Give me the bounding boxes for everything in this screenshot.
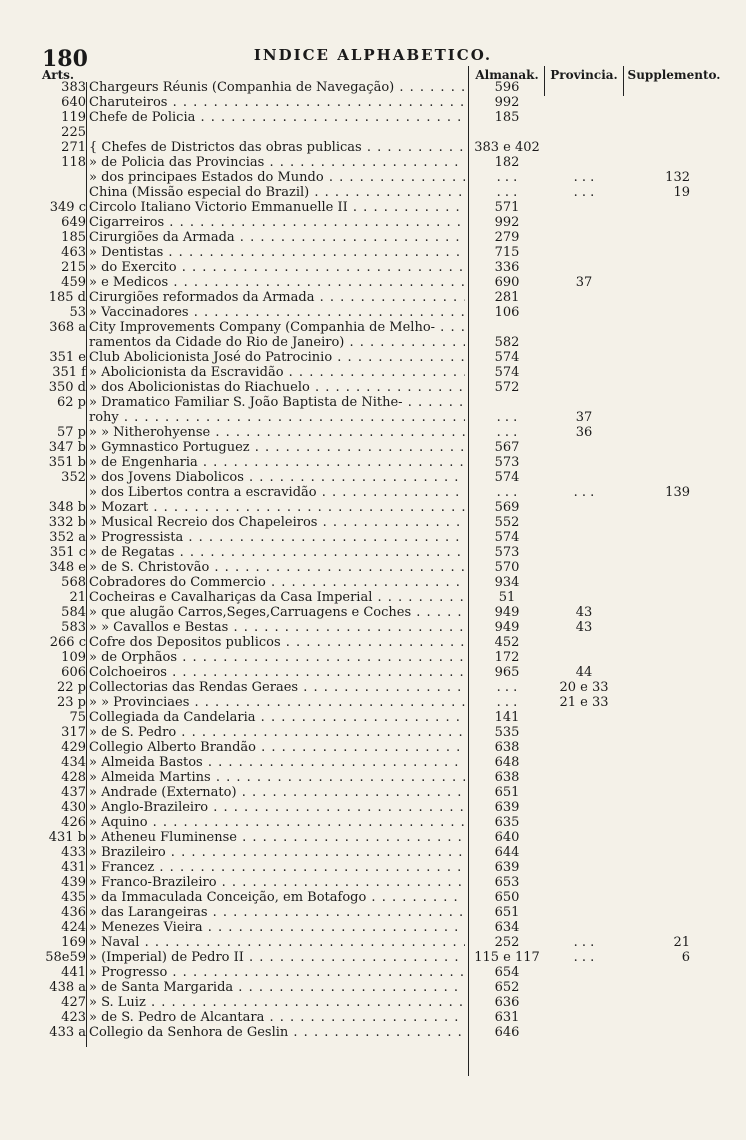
article-number: 351 e: [49, 350, 86, 365]
provincia-page: 21 e 33: [559, 695, 609, 710]
entry-text: » dos Libertos contra a escravidão . . .: [89, 485, 465, 500]
article-number: 75: [69, 710, 86, 725]
index-row: [0, 185, 746, 200]
almanak-page: 638: [494, 740, 520, 755]
entry-text: Cigarreiros . . .: [89, 215, 465, 230]
almanak-page: 992: [494, 95, 520, 110]
entry-text: Circolo Italiano Victorio Emmanuelle II . . .: [89, 200, 465, 215]
almanak-page: 383 e 402: [474, 140, 540, 155]
index-row: [0, 500, 746, 515]
index-row: [0, 815, 746, 830]
index-row: [0, 305, 746, 320]
almanak-page: 574: [494, 350, 520, 365]
provincia-page: 37: [575, 275, 593, 290]
index-row: [0, 770, 746, 785]
index-row: [0, 575, 746, 590]
index-row: [0, 335, 746, 350]
entry-text: » Menezes Vieira . . .: [89, 920, 465, 935]
almanak-page: 690: [494, 275, 520, 290]
index-row: [0, 155, 746, 170]
index-row: [0, 650, 746, 665]
entry-text: » e Medicos . . .: [89, 275, 465, 290]
index-row: [0, 515, 746, 530]
index-row: [0, 905, 746, 920]
index-row: [0, 200, 746, 215]
entry-text: Chefe de Policia . . .: [89, 110, 465, 125]
running-title: INDICE ALPHABETICO.: [253, 46, 493, 64]
almanak-page: 640: [494, 830, 520, 845]
almanak-page: 106: [494, 305, 520, 320]
almanak-page: . . .: [496, 185, 518, 200]
almanak-page: 570: [494, 560, 520, 575]
almanak-page: 965: [494, 665, 520, 680]
index-row: [0, 380, 746, 395]
entry-text: Collectorias das Rendas Geraes . . .: [89, 680, 465, 695]
index-row: [0, 695, 746, 710]
entry-text: » Dramatico Familiar S. João Baptista de Nithe- . . .: [89, 395, 465, 410]
entry-text: » Musical Recreio dos Chapeleiros . . .: [89, 515, 465, 530]
entry-text: Cobradores do Commercio . . .: [89, 575, 465, 590]
entry-text: » de Regatas . . .: [89, 545, 465, 560]
entry-text: » Gymnastico Portuguez . . .: [89, 440, 465, 455]
article-number: 351 f: [52, 365, 86, 380]
index-row: [0, 215, 746, 230]
provincia-page: 37: [575, 410, 593, 425]
entry-text: China (Missão especial do Brazil) . . .: [89, 185, 465, 200]
entry-text: » de Policia das Provincias . . .: [89, 155, 465, 170]
entry-text: Charuteiros . . .: [89, 95, 465, 110]
index-row: [0, 365, 746, 380]
entry-text: » de Engenharia . . .: [89, 455, 465, 470]
almanak-page: 573: [494, 455, 520, 470]
article-number: 119: [61, 110, 86, 125]
entry-text: » dos Jovens Diabolicos . . .: [89, 470, 465, 485]
almanak-page: . . .: [496, 170, 518, 185]
entry-text: » Andrade (Externato) . . .: [89, 785, 465, 800]
almanak-page: 634: [494, 920, 520, 935]
index-row: [0, 425, 746, 440]
index-row: [0, 665, 746, 680]
provincia-page: . . .: [573, 185, 595, 200]
article-number: 434: [61, 755, 86, 770]
index-row: [0, 395, 746, 410]
entry-text: » S. Luiz . . .: [89, 995, 465, 1010]
almanak-page: 535: [494, 725, 520, 740]
article-number: 433 a: [49, 1025, 86, 1040]
index-row: [0, 965, 746, 980]
entry-text: » Abolicionista da Escravidão . . .: [89, 365, 465, 380]
article-number: 437: [61, 785, 86, 800]
article-number: 348 e: [49, 560, 86, 575]
almanak-page: 571: [494, 200, 520, 215]
index-row: [0, 710, 746, 725]
entry-text: Colchoeiros . . .: [89, 665, 465, 680]
index-row: [0, 980, 746, 995]
almanak-page: 639: [494, 860, 520, 875]
entry-text: » de S. Pedro . . .: [89, 725, 465, 740]
article-number: 347 b: [48, 440, 86, 455]
entry-text: » Francez . . .: [89, 860, 465, 875]
provincia-page: 36: [575, 425, 593, 440]
article-number: 441: [61, 965, 86, 980]
article-number: 429: [61, 740, 86, 755]
almanak-page: . . .: [496, 425, 518, 440]
entry-text: » Mozart . . .: [89, 500, 465, 515]
index-row: [0, 890, 746, 905]
almanak-page: 252: [494, 935, 520, 950]
almanak-page: 185: [494, 110, 520, 125]
almanak-page: . . .: [496, 695, 518, 710]
page-number: 180: [42, 46, 88, 72]
provincia-page: . . .: [573, 935, 595, 950]
almanak-page: 651: [494, 905, 520, 920]
almanak-page: 949: [494, 605, 520, 620]
article-number: 21: [69, 590, 86, 605]
almanak-page: 279: [494, 230, 520, 245]
almanak-page: 567: [494, 440, 520, 455]
article-number: 435: [61, 890, 86, 905]
index-row: [0, 590, 746, 605]
almanak-page: 635: [494, 815, 520, 830]
entry-text: » do Exercito . . .: [89, 260, 465, 275]
entry-text: » Franco-Brazileiro . . .: [89, 875, 465, 890]
article-number: 436: [61, 905, 86, 920]
article-number: 348 b: [48, 500, 86, 515]
article-number: 583: [61, 620, 86, 635]
index-row: [0, 290, 746, 305]
entry-text: » » Cavallos e Bestas . . .: [89, 620, 465, 635]
article-number: 463: [61, 245, 86, 260]
index-row: [0, 545, 746, 560]
supplemento-page: 132: [665, 170, 690, 185]
entry-text: » de Orphãos . . .: [89, 650, 465, 665]
index-row: [0, 110, 746, 125]
entry-text: » Almeida Martins . . .: [89, 770, 465, 785]
article-number: 109: [61, 650, 86, 665]
almanak-page: 638: [494, 770, 520, 785]
index-row: [0, 875, 746, 890]
article-number: 584: [61, 605, 86, 620]
article-number: 427: [61, 995, 86, 1010]
entry-text: Collegio da Senhora de Geslin . . .: [89, 1025, 465, 1040]
index-row: [0, 440, 746, 455]
index-row: [0, 620, 746, 635]
entry-text: { Chefes de Districtos das obras publicas . . .: [89, 140, 465, 155]
almanak-page: 574: [494, 365, 520, 380]
article-number: 640: [61, 95, 86, 110]
provincia-page: . . .: [573, 950, 595, 965]
almanak-page: 182: [494, 155, 520, 170]
almanak-page: 572: [494, 380, 520, 395]
almanak-page: 573: [494, 545, 520, 560]
article-number: 568: [61, 575, 86, 590]
almanak-page: 336: [494, 260, 520, 275]
provincia-page: 43: [575, 620, 593, 635]
almanak-page: . . .: [496, 680, 518, 695]
index-row: [0, 785, 746, 800]
almanak-page: . . .: [496, 410, 518, 425]
index-row: [0, 935, 746, 950]
article-number: 62 p: [57, 395, 86, 410]
entry-text: » » Provinciaes . . .: [89, 695, 465, 710]
article-number: 439: [61, 875, 86, 890]
index-row: [0, 410, 746, 425]
index-row: [0, 125, 746, 140]
index-row: [0, 80, 746, 95]
column-header-supplemento: Supplemento.: [627, 68, 721, 82]
index-row: [0, 995, 746, 1010]
almanak-page: 934: [494, 575, 520, 590]
article-number: 22 p: [57, 680, 86, 695]
article-number: 431: [61, 860, 86, 875]
index-row: [0, 830, 746, 845]
almanak-page: 992: [494, 215, 520, 230]
article-number: 423: [61, 1010, 86, 1025]
entry-text: » Anglo-Brazileiro . . .: [89, 800, 465, 815]
index-row: [0, 755, 746, 770]
almanak-page: 596: [494, 80, 520, 95]
index-row: [0, 455, 746, 470]
almanak-page: 115 e 117: [474, 950, 540, 965]
article-number: 352 a: [49, 530, 86, 545]
entry-text: Cirurgiões da Armada . . .: [89, 230, 465, 245]
entry-text: rohy . . .: [89, 410, 465, 425]
article-number: 215: [61, 260, 86, 275]
entry-text: » de Santa Margarida . . .: [89, 980, 465, 995]
article-number: 271: [61, 140, 86, 155]
almanak-page: 452: [494, 635, 520, 650]
article-number: 350 d: [48, 380, 86, 395]
article-number: 185 d: [48, 290, 86, 305]
entry-text: » Almeida Bastos . . .: [89, 755, 465, 770]
article-number: 383: [61, 80, 86, 95]
entry-text: » » Nitherohyense . . .: [89, 425, 465, 440]
index-row: [0, 275, 746, 290]
column-header-provincia: Provincia.: [550, 68, 618, 82]
almanak-page: 51: [498, 590, 516, 605]
index-row: [0, 350, 746, 365]
index-row: [0, 1025, 746, 1040]
article-number: 426: [61, 815, 86, 830]
entry-text: ramentos da Cidade do Rio de Janeiro) . . .: [89, 335, 465, 350]
column-header-almanak: Almanak.: [475, 68, 539, 82]
entry-text: » Aquino . . .: [89, 815, 465, 830]
column-header-arts: Arts.: [42, 68, 75, 82]
index-row: [0, 485, 746, 500]
almanak-page: 648: [494, 755, 520, 770]
entry-text: » de S. Christovão . . .: [89, 560, 465, 575]
provincia-page: . . .: [573, 485, 595, 500]
article-number: 431 b: [48, 830, 86, 845]
almanak-page: 574: [494, 530, 520, 545]
entry-text: » Atheneu Fluminense . . .: [89, 830, 465, 845]
almanak-page: 281: [494, 290, 520, 305]
article-number: 351 b: [48, 455, 86, 470]
article-number: 459: [61, 275, 86, 290]
index-row: [0, 140, 746, 155]
supplemento-page: 21: [673, 935, 690, 950]
almanak-page: 639: [494, 800, 520, 815]
entry-text: City Improvements Company (Companhia de Melho- . . .: [89, 320, 465, 335]
index-row: [0, 680, 746, 695]
article-number: 606: [61, 665, 86, 680]
article-number: 185: [61, 230, 86, 245]
article-number: 351 c: [49, 545, 86, 560]
article-number: 368 a: [49, 320, 86, 335]
index-row: [0, 1010, 746, 1025]
entry-text: Chargeurs Réunis (Companhia de Navegação) . . .: [89, 80, 465, 95]
article-number: 438 a: [49, 980, 86, 995]
article-number: 433: [61, 845, 86, 860]
entry-text: » de S. Pedro de Alcantara . . .: [89, 1010, 465, 1025]
article-number: 430: [61, 800, 86, 815]
article-number: 169: [61, 935, 86, 950]
entry-text: Club Abolicionista José do Patrocinio . . .: [89, 350, 465, 365]
index-row: [0, 320, 746, 335]
entry-text: » (Imperial) de Pedro II . . .: [89, 950, 465, 965]
supplemento-page: 19: [673, 185, 690, 200]
almanak-page: 636: [494, 995, 520, 1010]
entry-text: » que alugão Carros,Seges,Carruagens e Coches . . .: [89, 605, 465, 620]
almanak-page: 574: [494, 470, 520, 485]
article-number: 53: [69, 305, 86, 320]
article-number: 428: [61, 770, 86, 785]
entry-text: » Dentistas . . .: [89, 245, 465, 260]
almanak-page: 172: [494, 650, 520, 665]
entry-text: Cocheiras e Cavalhariças da Casa Imperial . . .: [89, 590, 465, 605]
almanak-page: 644: [494, 845, 520, 860]
provincia-page: . . .: [573, 170, 595, 185]
index-row: [0, 860, 746, 875]
index-row: [0, 230, 746, 245]
entry-text: » Brazileiro . . .: [89, 845, 465, 860]
almanak-page: 949: [494, 620, 520, 635]
almanak-page: 631: [494, 1010, 520, 1025]
provincia-page: 44: [575, 665, 593, 680]
entry-text: » Progresso . . .: [89, 965, 465, 980]
index-row: [0, 260, 746, 275]
provincia-page: 43: [575, 605, 593, 620]
article-number: 332 b: [48, 515, 86, 530]
almanak-page: 651: [494, 785, 520, 800]
supplemento-page: 139: [665, 485, 690, 500]
index-row: [0, 605, 746, 620]
article-number: 118: [61, 155, 86, 170]
index-row: [0, 530, 746, 545]
almanak-page: 552: [494, 515, 520, 530]
index-row: [0, 95, 746, 110]
article-number: 23 p: [57, 695, 86, 710]
supplemento-page: 6: [681, 950, 690, 965]
index-row: [0, 800, 746, 815]
almanak-page: . . .: [496, 485, 518, 500]
index-row: [0, 920, 746, 935]
almanak-page: 650: [494, 890, 520, 905]
article-number: 424: [61, 920, 86, 935]
article-number: 266 c: [49, 635, 86, 650]
almanak-page: 652: [494, 980, 520, 995]
almanak-page: 141: [494, 710, 520, 725]
almanak-page: 582: [494, 335, 520, 350]
almanak-page: 715: [494, 245, 520, 260]
index-row: [0, 245, 746, 260]
almanak-page: 646: [494, 1025, 520, 1040]
index-row: [0, 560, 746, 575]
article-number: 317: [61, 725, 86, 740]
almanak-page: 653: [494, 875, 520, 890]
article-number: 352: [61, 470, 86, 485]
entry-text: » dos principaes Estados do Mundo . . .: [89, 170, 465, 185]
entry-text: » Vaccinadores . . .: [89, 305, 465, 320]
article-number: 57 p: [57, 425, 86, 440]
article-number: 58e59: [45, 950, 86, 965]
article-number: 225: [61, 125, 86, 140]
entry-text: » dos Abolicionistas do Riachuelo . . .: [89, 380, 465, 395]
article-number: 349 c: [49, 200, 86, 215]
entry-text: » das Larangeiras . . .: [89, 905, 465, 920]
index-row: [0, 470, 746, 485]
almanak-page: 569: [494, 500, 520, 515]
index-row: [0, 635, 746, 650]
index-row: [0, 950, 746, 965]
provincia-page: 20 e 33: [559, 680, 609, 695]
entry-text: » da Immaculada Conceição, em Botafogo . . .: [89, 890, 465, 905]
entry-text: » Progressista . . .: [89, 530, 465, 545]
entry-text: » Naval . . .: [89, 935, 465, 950]
entry-text: Collegio Alberto Brandão . . .: [89, 740, 465, 755]
index-row: [0, 170, 746, 185]
index-row: [0, 740, 746, 755]
entry-text: Cirurgiões reformados da Armada . . .: [89, 290, 465, 305]
index-row: [0, 845, 746, 860]
almanak-page: 654: [494, 965, 520, 980]
entry-text: Collegiada da Candelaria . . .: [89, 710, 465, 725]
entry-text: Cofre dos Depositos publicos . . .: [89, 635, 465, 650]
article-number: 649: [61, 215, 86, 230]
index-row: [0, 725, 746, 740]
